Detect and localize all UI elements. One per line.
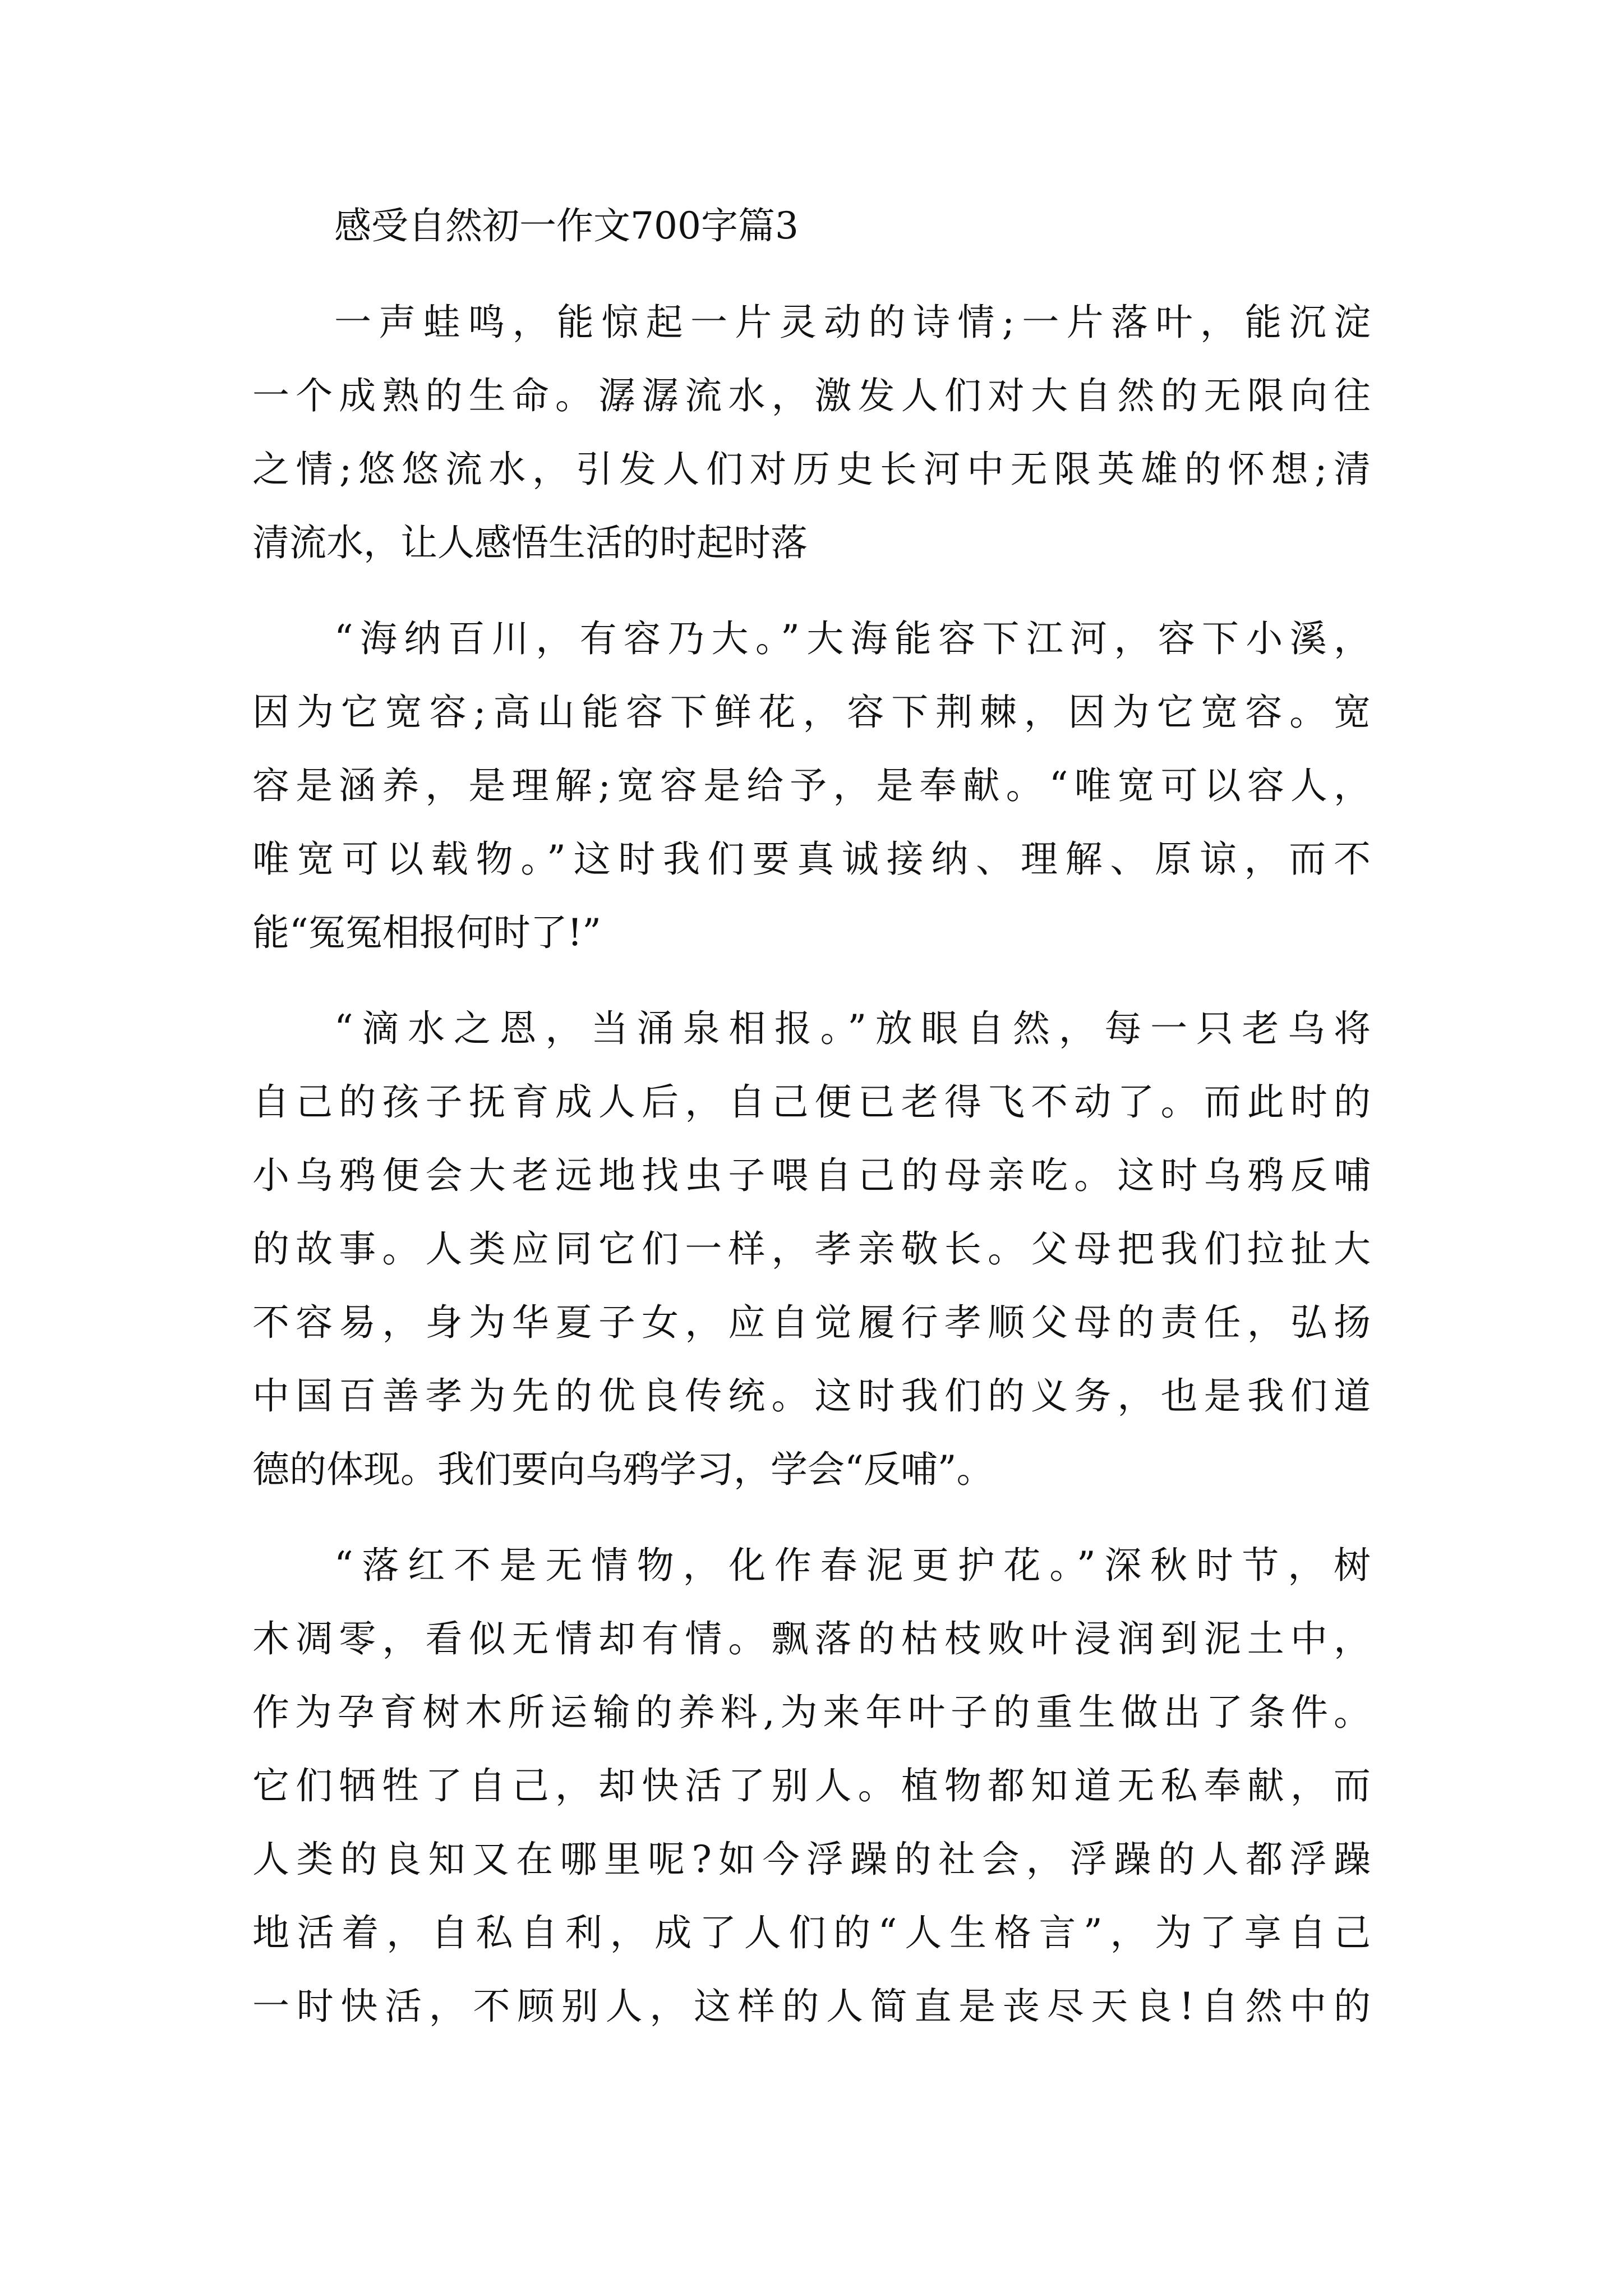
paragraph-3-line-4: 的故事。人类应同它们一样，孝亲敬长。父母把我们拉扯大 (252, 1227, 1371, 1271)
paragraph-1-line-3: 之情;悠悠流水，引发人们对历史长河中无限英雄的怀想;清 (252, 448, 1371, 491)
paragraph-3-line-7: 德的体现。我们要向乌鸦学习，学会“反哺”。 (252, 1448, 994, 1491)
paragraph-4-line-7: 一时快活，不顾别人，这样的人简直是丧尽天良!自然中的 (252, 1985, 1371, 2028)
paragraph-1-line-4: 清流水，让人感悟生活的时起时落 (252, 521, 808, 564)
paragraph-1-line-2: 一个成熟的生命。潺潺流水，激发人们对大自然的无限向往 (252, 374, 1371, 417)
paragraph-2-line-5: 能“冤冤相报何时了!” (252, 911, 602, 954)
paragraph-1-line-1: 一声蛙鸣，能惊起一片灵动的诗情;一片落叶，能沉淀 (334, 301, 1371, 344)
paragraph-4-line-2: 木凋零，看似无情却有情。飘落的枯枝败叶浸润到泥土中， (252, 1617, 1371, 1660)
paragraph-4-line-6: 地活着，自私自利，成了人们的“人生格言”，为了享自己 (252, 1911, 1371, 1954)
paragraph-2-line-4: 唯宽可以载物。”这时我们要真诚接纳、理解、原谅，而不 (252, 838, 1371, 881)
paragraph-2-line-2: 因为它宽容;高山能容下鲜花，容下荆棘，因为它宽容。宽 (252, 691, 1371, 734)
paragraph-2-line-1: “海纳百川，有容乃大。”大海能容下江河，容下小溪， (334, 617, 1371, 660)
paragraph-3-line-1: “滴水之恩，当涌泉相报。”放眼自然，每一只老乌将 (334, 1007, 1371, 1050)
paragraph-3-line-5: 不容易，身为华夏子女，应自觉履行孝顺父母的责任，弘扬 (252, 1301, 1371, 1344)
paragraph-2-line-3: 容是涵养，是理解;宽容是给予，是奉献。“唯宽可以容人， (252, 764, 1371, 807)
paragraph-4-line-1: “落红不是无情物，化作春泥更护花。”深秋时节，树 (334, 1544, 1371, 1587)
paragraph-3-line-3: 小乌鸦便会大老远地找虫子喂自己的母亲吃。这时乌鸦反哺 (252, 1154, 1371, 1197)
paragraph-4-line-3: 作为孕育树木所运输的养料,为来年叶子的重生做出了条件。 (252, 1691, 1371, 1734)
paragraph-3-line-2: 自己的孩子抚育成人后，自己便已老得飞不动了。而此时的 (252, 1080, 1371, 1124)
document-title: 感受自然初一作文700字篇3 (334, 204, 799, 247)
paragraph-3-line-6: 中国百善孝为先的优良传统。这时我们的义务，也是我们道 (252, 1374, 1371, 1418)
paragraph-4-line-4: 它们牺牲了自己，却快活了别人。植物都知道无私奉献，而 (252, 1764, 1371, 1807)
paragraph-4-line-5: 人类的良知又在哪里呢?如今浮躁的社会，浮躁的人都浮躁 (252, 1838, 1371, 1881)
